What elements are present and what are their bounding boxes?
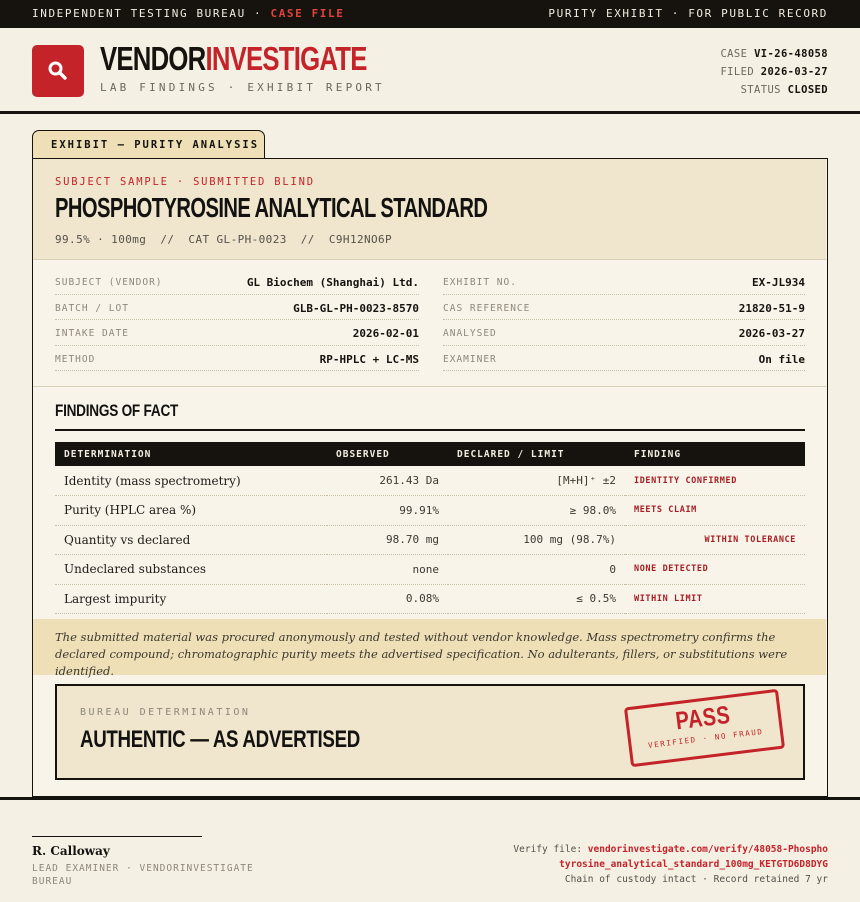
examiner-role: LEAD EXAMINER · VENDORINVESTIGATE BUREAU: [32, 863, 254, 887]
findings-table: [55, 442, 805, 614]
divider: [55, 429, 805, 431]
fact-value: On file: [758, 352, 805, 366]
product-spec: 99.5% · 100mg // CAT GL-PH-0023 // C9H12NO6P: [55, 233, 393, 246]
determination-label: BUREAU DETERMINATION: [80, 707, 251, 718]
fact-row: [55, 320, 419, 346]
subject-kicker: SUBJECT SAMPLE · SUBMITTED BLIND: [55, 176, 315, 188]
pass-stamp: [624, 689, 785, 767]
subject-sample: [33, 159, 826, 260]
brand-part-2: INVESTIGATE: [205, 40, 367, 77]
limit-cell: ≤ 0.5%: [448, 584, 625, 614]
report-header: [0, 28, 860, 114]
column-header: DETERMINATION: [64, 448, 152, 460]
verify-label: Verify file:: [513, 844, 583, 855]
fact-label: BATCH / LOT: [55, 302, 129, 314]
determination-cell: Identity (mass spectrometry): [55, 466, 327, 496]
logo: [32, 45, 84, 97]
case-number: [720, 45, 828, 63]
meta-value: 2026-03-27: [760, 66, 828, 78]
meta-label: STATUS: [740, 84, 781, 96]
bureau-determination: [55, 684, 805, 780]
observed-cell: 261.43 Da: [327, 466, 448, 496]
fact-label: CAS REFERENCE: [443, 302, 531, 314]
finding-cell: NONE DETECTED: [625, 555, 805, 585]
fact-label: ANALYSED: [443, 328, 497, 339]
bureau-name: INDEPENDENT TESTING BUREAU ·: [32, 7, 263, 20]
meta-value: CLOSED: [787, 84, 828, 96]
fact-value: GLB-GL-PH-0023-8570: [293, 301, 419, 315]
fact-row: [55, 346, 419, 372]
fact-label: EXHIBIT NO.: [443, 277, 517, 288]
brand-wordmark: [100, 40, 367, 78]
magnifier-icon: [46, 59, 70, 83]
fact-value: RP-HPLC + LC-MS: [319, 352, 419, 366]
observed-cell: 99.91%: [327, 496, 448, 526]
table-row: [55, 496, 805, 526]
stamp-sub: VERIFIED · NO FRAUD: [647, 726, 764, 750]
table-row: [55, 555, 805, 585]
column-header: DECLARED / LIMIT: [457, 448, 565, 460]
table-header-row: [55, 442, 805, 466]
brand-subtitle: LAB FINDINGS · EXHIBIT REPORT: [100, 81, 385, 94]
fact-value: EX-JL934: [752, 276, 805, 289]
fact-label: SUBJECT (VENDOR): [55, 277, 163, 288]
observed-cell: 98.70 mg: [327, 525, 448, 555]
limit-cell: [M+H]⁺ ±2: [448, 466, 625, 496]
fact-value: GL Biochem (Shanghai) Ltd.: [246, 276, 419, 289]
fact-row: [443, 295, 805, 321]
finding-cell: WITHIN LIMIT: [625, 584, 805, 614]
fact-label: METHOD: [55, 353, 96, 365]
findings-note: The submitted material was procured anonymously and tested without vendor knowledge. Mass spectrometry confirms the declared compound; chromatographic purity meets the advertised specification. No adulterants, fillers, or substitutions were identified.: [33, 619, 826, 675]
custody-note: Chain of custody intact · Record retained 7 yr: [564, 874, 828, 885]
meta-value: VI-26-48058: [754, 48, 828, 60]
filed-date: [720, 63, 828, 81]
verify-block: [508, 842, 828, 887]
finding-cell: IDENTITY CONFIRMED: [625, 466, 805, 496]
determination-value: AUTHENTIC — AS ADVERTISED: [80, 726, 360, 753]
limit-cell: 0: [448, 555, 625, 585]
facts-left: [55, 269, 419, 371]
finding-cell: WITHIN TOLERANCE: [625, 525, 805, 555]
table-row: [55, 584, 805, 614]
case-file-label: CASE FILE: [270, 7, 345, 20]
fact-row: [55, 269, 419, 295]
case-meta: [720, 45, 828, 99]
public-record-label: PURITY EXHIBIT · FOR PUBLIC RECORD: [548, 7, 828, 20]
column-header: OBSERVED: [336, 448, 390, 460]
divider: [0, 797, 860, 800]
verify-link[interactable]: vendorinvestigate.com/verify/48058-Phosphotyrosine_analytical_standard_100mg_KETGTD6D8DYG: [559, 844, 828, 870]
bureau-label: [32, 7, 344, 20]
observed-cell: 0.08%: [327, 584, 448, 614]
fact-row: [443, 346, 805, 372]
case-status: [720, 81, 828, 99]
fact-row: [443, 320, 805, 346]
stamp-main: PASS: [674, 700, 733, 736]
determination-cell: Quantity vs declared: [55, 525, 327, 555]
signature-line: [32, 836, 202, 837]
column-header: FINDING: [634, 448, 682, 460]
fact-row: [55, 295, 419, 321]
fact-row: [443, 269, 805, 295]
fact-label: EXAMINER: [443, 353, 497, 365]
product-name: PHOSPHOTYROSINE ANALYTICAL STANDARD: [55, 192, 488, 223]
exhibit-tab: EXHIBIT — PURITY ANALYSIS: [32, 130, 265, 159]
facts-right: [443, 269, 805, 371]
table-row: [55, 525, 805, 555]
fact-label: INTAKE DATE: [55, 328, 129, 339]
meta-label: FILED: [720, 66, 755, 78]
determination-cell: Largest impurity: [55, 584, 327, 614]
determination-cell: Purity (HPLC area %): [55, 496, 327, 526]
fact-value: 21820-51-9: [738, 301, 805, 315]
determination-cell: Undeclared substances: [55, 555, 327, 585]
observed-cell: none: [327, 555, 448, 585]
fact-value: 2026-02-01: [352, 327, 419, 340]
divider: [33, 386, 826, 387]
table-row: [55, 466, 805, 496]
finding-cell: MEETS CLAIM: [625, 496, 805, 526]
brand-part-1: VENDOR: [100, 40, 206, 77]
examiner-name: R. Calloway: [32, 844, 110, 858]
findings-title: FINDINGS OF FACT: [55, 401, 179, 420]
meta-label: CASE: [720, 48, 748, 60]
limit-cell: ≥ 98.0%: [448, 496, 625, 526]
fact-value: 2026-03-27: [738, 327, 805, 340]
top-strip: [0, 0, 860, 28]
exhibit-panel: [32, 158, 828, 797]
limit-cell: 100 mg (98.7%): [448, 525, 625, 555]
